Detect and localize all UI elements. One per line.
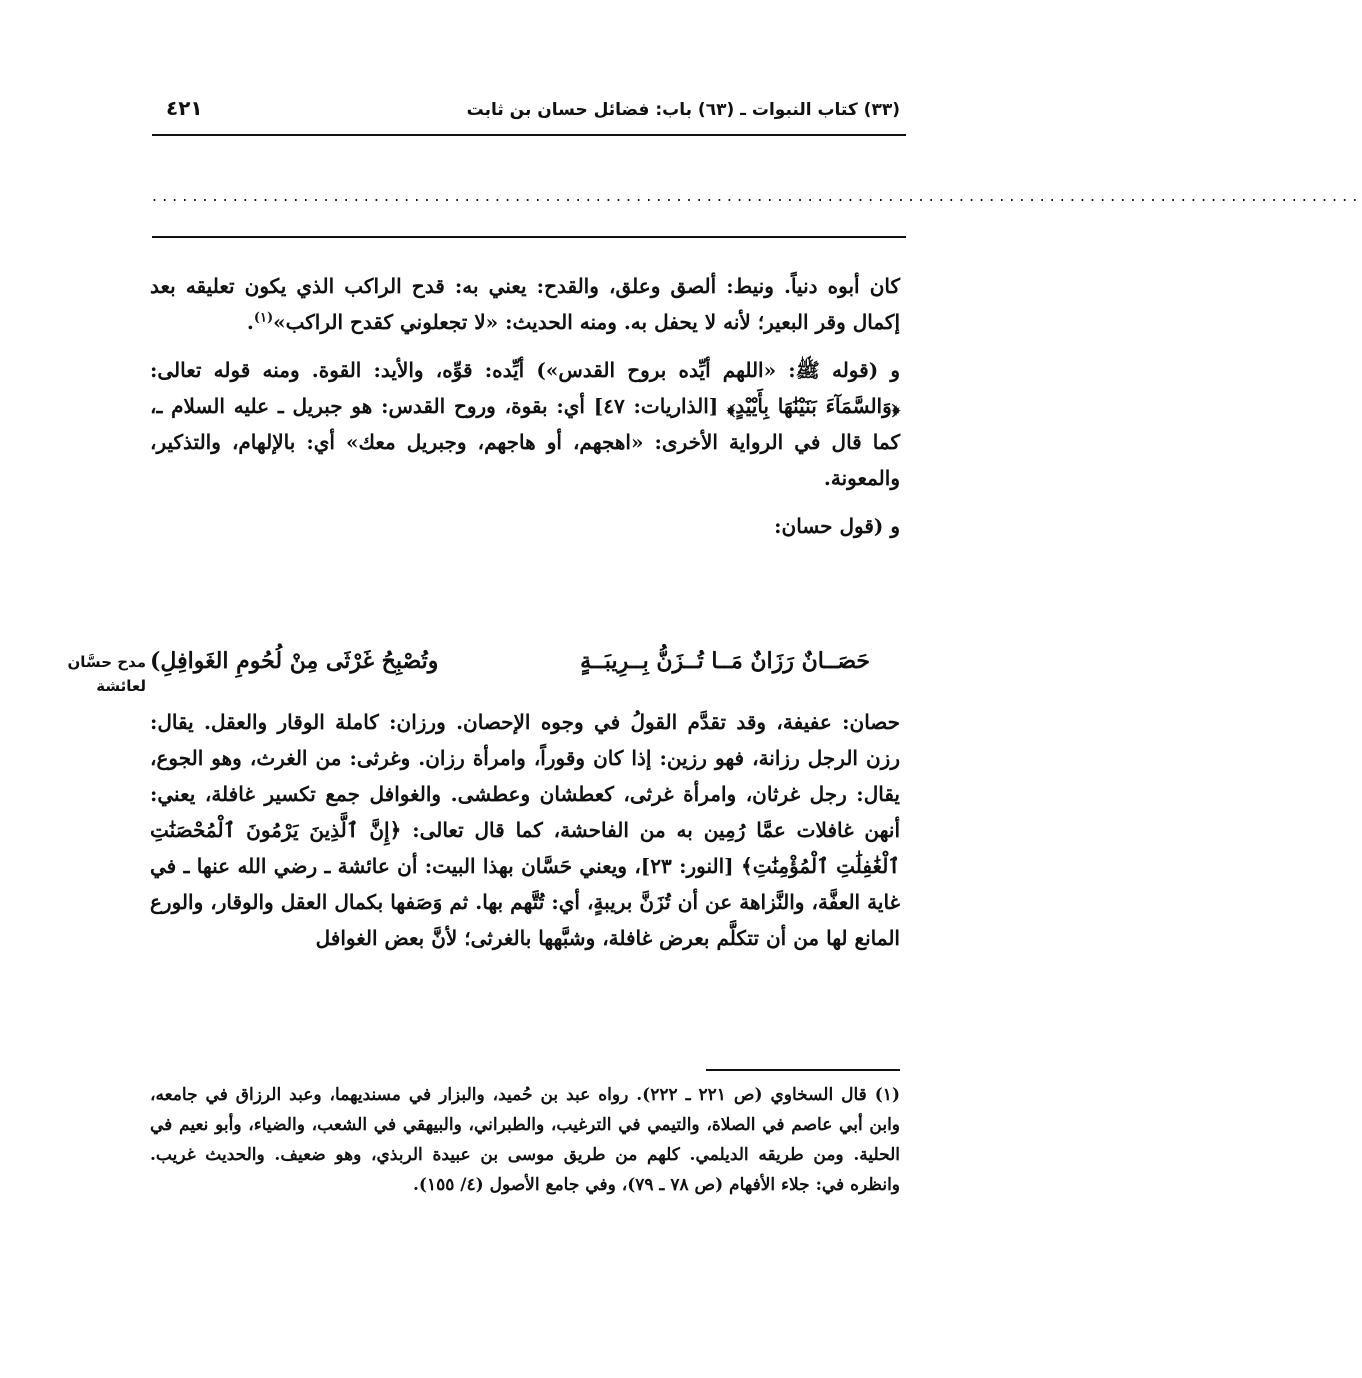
margin-note: [24, 650, 146, 698]
verse-second-hemistich: وتُصْبِحُ غَرْثَى مِنْ لُحُومِ الغَوافِلِ): [150, 648, 439, 674]
margin-note-line: مدح حسَّان: [67, 653, 146, 671]
margin-note-line: لعائشة: [96, 677, 146, 695]
verse-first-hemistich: حَصَــانٌ رَزَانٌ مَــا تُــزَنُّ بِــرِيبَــةٍ: [580, 648, 870, 674]
poetry-verse: [150, 648, 870, 688]
footnote-rule: [706, 1069, 900, 1071]
commentary-text: حصان: عفيفة، وقد تقدَّم القولُ في وجوه الإحصان. ورزان: كاملة الوقار والعقل. يقال: رزن الرجل رزانة، فهو رزين: إذا كان وقوراً، وامرأة رزان. وغرثى: من الغرث، وهو الجوع، يقال: رجل غرثان، وامرأة غرثى، كعطشان وعطشى. والغوافل جمع تكسير غافلة، يعني: أنهن غافلات عمَّا رُمِين به من الفاحشة، كما قال تعالى: ﴿إِنَّ ٱلَّذِينَ يَرْمُونَ ٱلْمُحْصَنَٰتِ ٱلْغَٰفِلَٰتِ ٱلْمُؤْمِنَٰتِ﴾ [النور: ٢٣]، ويعني حَسَّان بهذا البيت: أن عائشة ـ رضي الله عنها ـ في غاية العفَّة، والنَّزاهة عن أن تُزَنَّ بريبةٍ، أي: تُتَّهم بها. ثم وَصَفها بكمال العقل والوقار، والورع المانع لها من أن تتكلَّم بعرض غافلة، وشبَّهها بالغرثى؛ لأنَّ بعض الغوافل: [150, 710, 901, 950]
footnote-ref[interactable]: (١): [253, 310, 274, 326]
section-rule: [152, 236, 906, 238]
running-header: [152, 96, 900, 128]
paragraph: كان أبوه دنياً. ونيط: ألصق وعلق، والقدح: يعني به: قدح الراكب الذي يكون تعليقه بعد إكمال وقر البعير؛ لأنه لا يحفل به. ومنه الحديث: «لا تجعلوني كقدح الراكب»$^{(١)}$.: [150, 274, 900, 334]
omission-dots: ........................................................................................................................: [152, 186, 1362, 205]
paragraph: و (قول حسان:: [774, 514, 900, 538]
chapter-title: (٣٣) كتاب النبوات ـ (٦٣) باب: فضائل حسان بن ثابت: [466, 100, 900, 120]
header-rule: [152, 134, 906, 136]
page-number: ٤٢١: [166, 96, 203, 120]
main-text: [150, 268, 900, 556]
paragraph: و (قوله ﷺ: «اللهم أيِّده بروح القدس») أيِّده: قوِّه، والأيد: القوة. ومنه قوله تعالى: ﴿وَالسَّمَآءَ بَنَيْنَٰهَا بِأَيْيْدٍ﴾ [الذاريات: ٤٧] أي: بقوة، وروح القدس: هو جبريل ـ عليه السلام ـ، كما قال في الرواية الأخرى: «اهجهم، أو هاجهم، وجبريل معك» أي: بالإلهام، والتذكير، والمعونة.: [150, 358, 900, 490]
footnote: (١) قال السخاوي (ص ٢٢١ ـ ٢٢٢). رواه عبد بن حُميد، والبزار في مسنديهما، وعبد الرزاق في جامعه، وابن أبي عاصم في الصلاة، والتيمي في الترغيب، والطبراني، والبيهقي في الشعب، والضياء، وأبو نعيم في الحلية. ومن طريقه الديلمي. كلهم من طريق موسى بن عبيدة الربذي، وهو ضعيف. والحديث غريب. وانظره في: جلاء الأفهام (ص ٧٨ ـ ٧٩)، وفي جامع الأصول (٤/ ١٥٥).: [150, 1085, 900, 1195]
